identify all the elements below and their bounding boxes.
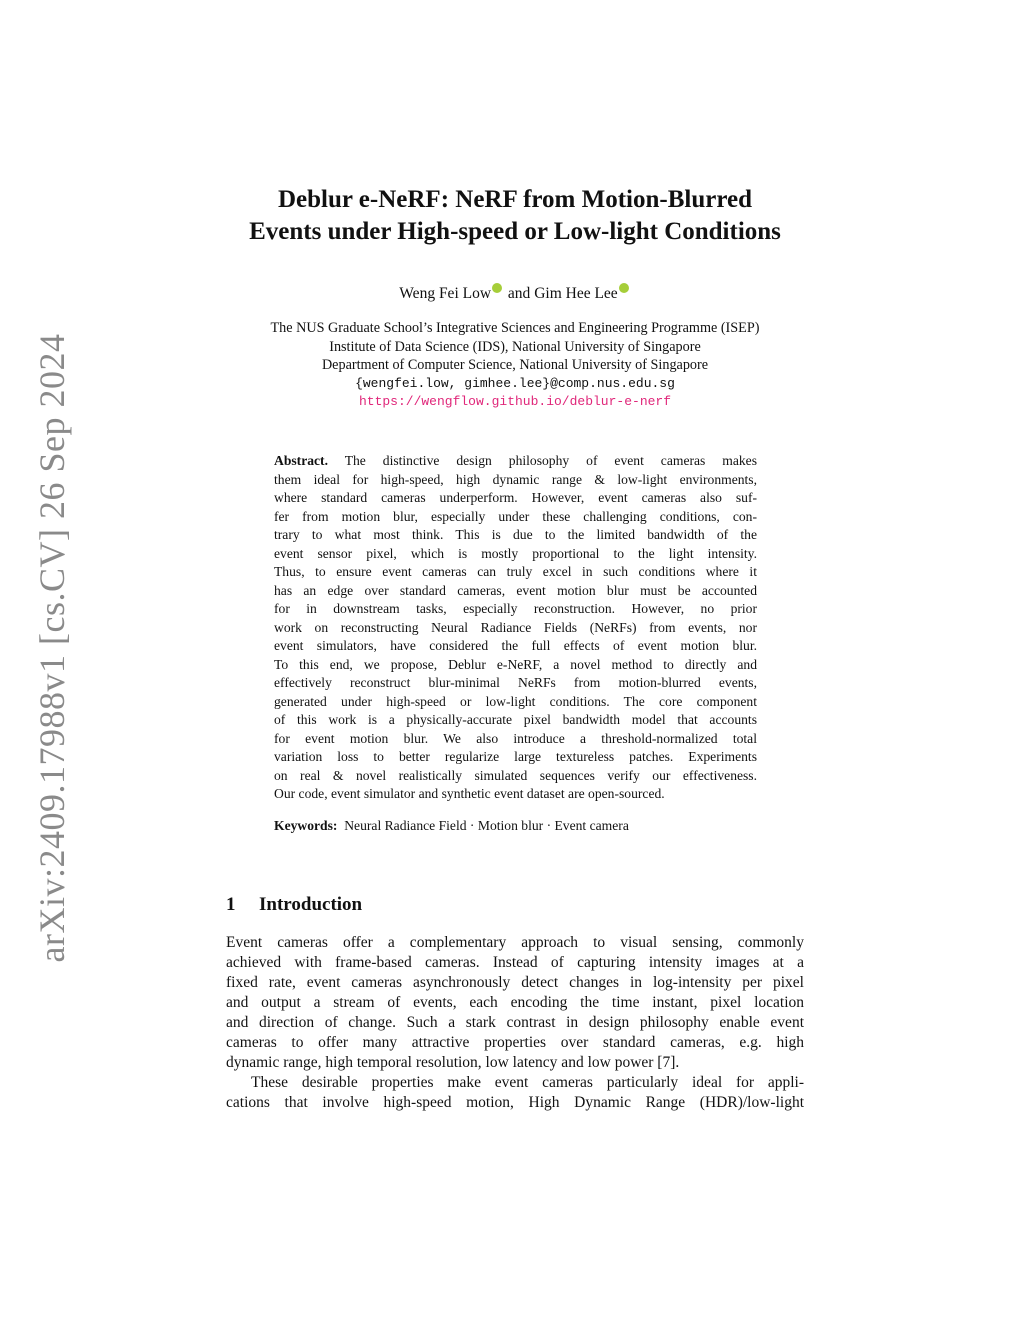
paper-title: [226, 184, 804, 248]
body-line: cameras to offer many attractive properties over standard cameras, e.g. high: [226, 1034, 804, 1051]
introduction-text: [226, 933, 804, 1113]
abstract-line: Thus, to ensure event cameras can truly excel in such conditions where it: [274, 564, 757, 579]
abstract-line: work on reconstructing Neural Radiance Fields (NeRFs) from events, nor: [274, 619, 757, 635]
affiliations: [226, 319, 804, 412]
body-line: fixed rate, event cameras asynchronously detect changes in log-intensity per pixel: [226, 974, 804, 991]
affiliation-line: Institute of Data Science (IDS), National University of Singapore: [329, 338, 701, 355]
affiliation-line: The NUS Graduate School’s Integrative Sciences and Engineering Programme (ISEP): [270, 320, 760, 336]
orcid-icon[interactable]: [619, 283, 629, 293]
abstract-line: fer from motion blur, especially under these challenging conditions, con-: [274, 508, 757, 524]
abstract-line: where standard cameras underperform. However, event cameras also suf-: [274, 490, 757, 505]
body-line: achieved with frame-based cameras. Instead of capturing intensity images at a: [226, 954, 804, 971]
abstract-line: variation loss to better regularize large textureless patches. Experiments: [274, 749, 757, 764]
author-conjunction: and: [507, 285, 531, 302]
affiliation-line: Department of Computer Science, National University of Singapore: [321, 357, 709, 374]
abstract-line: has an edge over standard cameras, event motion blur must be accounted: [274, 582, 757, 598]
abstract-line: trary to what most think. This is due to the limited bandwidth of the: [274, 527, 757, 542]
abstract-line: event sensor pixel, which is mostly proportional to the light intensity.: [274, 545, 757, 561]
abstract-line: Abstract. The distinctive design philosophy of event cameras makes: [274, 453, 757, 468]
keywords-label: Keywords:: [274, 818, 338, 833]
abstract-line: generated under high-speed or low-light conditions. The core component: [274, 693, 757, 709]
abstract-label: Abstract.: [274, 453, 328, 468]
author-list: [226, 283, 804, 303]
orcid-icon[interactable]: [492, 283, 502, 293]
abstract-line: To this end, we propose, Deblur e-NeRF, a novel method to directly and: [274, 656, 757, 672]
section-number: 1: [226, 894, 236, 915]
body-line: and output a stream of events, each encoding the time instant, pixel location: [226, 994, 804, 1011]
abstract-line: event simulators, have considered the full effects of event motion blur.: [274, 638, 757, 653]
abstract-line: for event motion blur. We also introduce a threshold-normalized total: [274, 730, 757, 746]
arxiv-stamp: arXiv:2409.17988v1 [cs.CV] 26 Sep 2024: [32, 333, 72, 963]
abstract-line: of this work is a physically-accurate pixel bandwidth model that accounts: [274, 712, 757, 727]
author-email: {wengfei.low, gimhee.lee}@comp.nus.edu.sg: [355, 375, 675, 391]
abstract-line: for in downstream tasks, especially reconstruction. However, no prior: [274, 601, 757, 616]
body-line: dynamic range, high temporal resolution, low latency and low power [7].: [226, 1054, 680, 1071]
section-heading: [226, 894, 362, 916]
title-line-1: Deblur e-NeRF: NeRF from Motion-Blurred: [278, 186, 752, 213]
abstract-line: them ideal for high-speed, high dynamic range & low-light environments,: [274, 471, 757, 487]
abstract: [274, 452, 757, 804]
keywords: [274, 818, 757, 834]
abstract-line: Our code, event simulator and synthetic event dataset are open-sourced.: [274, 786, 665, 801]
keywords-text: Neural Radiance Field · Motion blur · Event camera: [344, 818, 629, 833]
abstract-line: on real & novel realistically simulated sequences verify our effectiveness.: [274, 767, 757, 783]
author-name: Gim Hee Lee: [534, 285, 618, 302]
body-line: These desirable properties make event cameras particularly ideal for appli-: [251, 1074, 804, 1091]
body-line: and direction of change. Such a stark contrast in design philosophy enable event: [226, 1014, 804, 1031]
section-title: Introduction: [259, 894, 363, 915]
abstract-line: effectively reconstruct blur-minimal NeRFs from motion-blurred events,: [274, 675, 757, 690]
title-line-2: Events under High-speed or Low-light Conditions: [249, 218, 781, 245]
project-url-link[interactable]: https://wengflow.github.io/deblur-e-nerf: [358, 394, 672, 410]
author-name: Weng Fei Low: [399, 285, 492, 302]
body-line: cations that involve high-speed motion, High Dynamic Range (HDR)/low-light: [226, 1094, 804, 1111]
body-line: Event cameras offer a complementary approach to visual sensing, commonly: [226, 934, 804, 951]
